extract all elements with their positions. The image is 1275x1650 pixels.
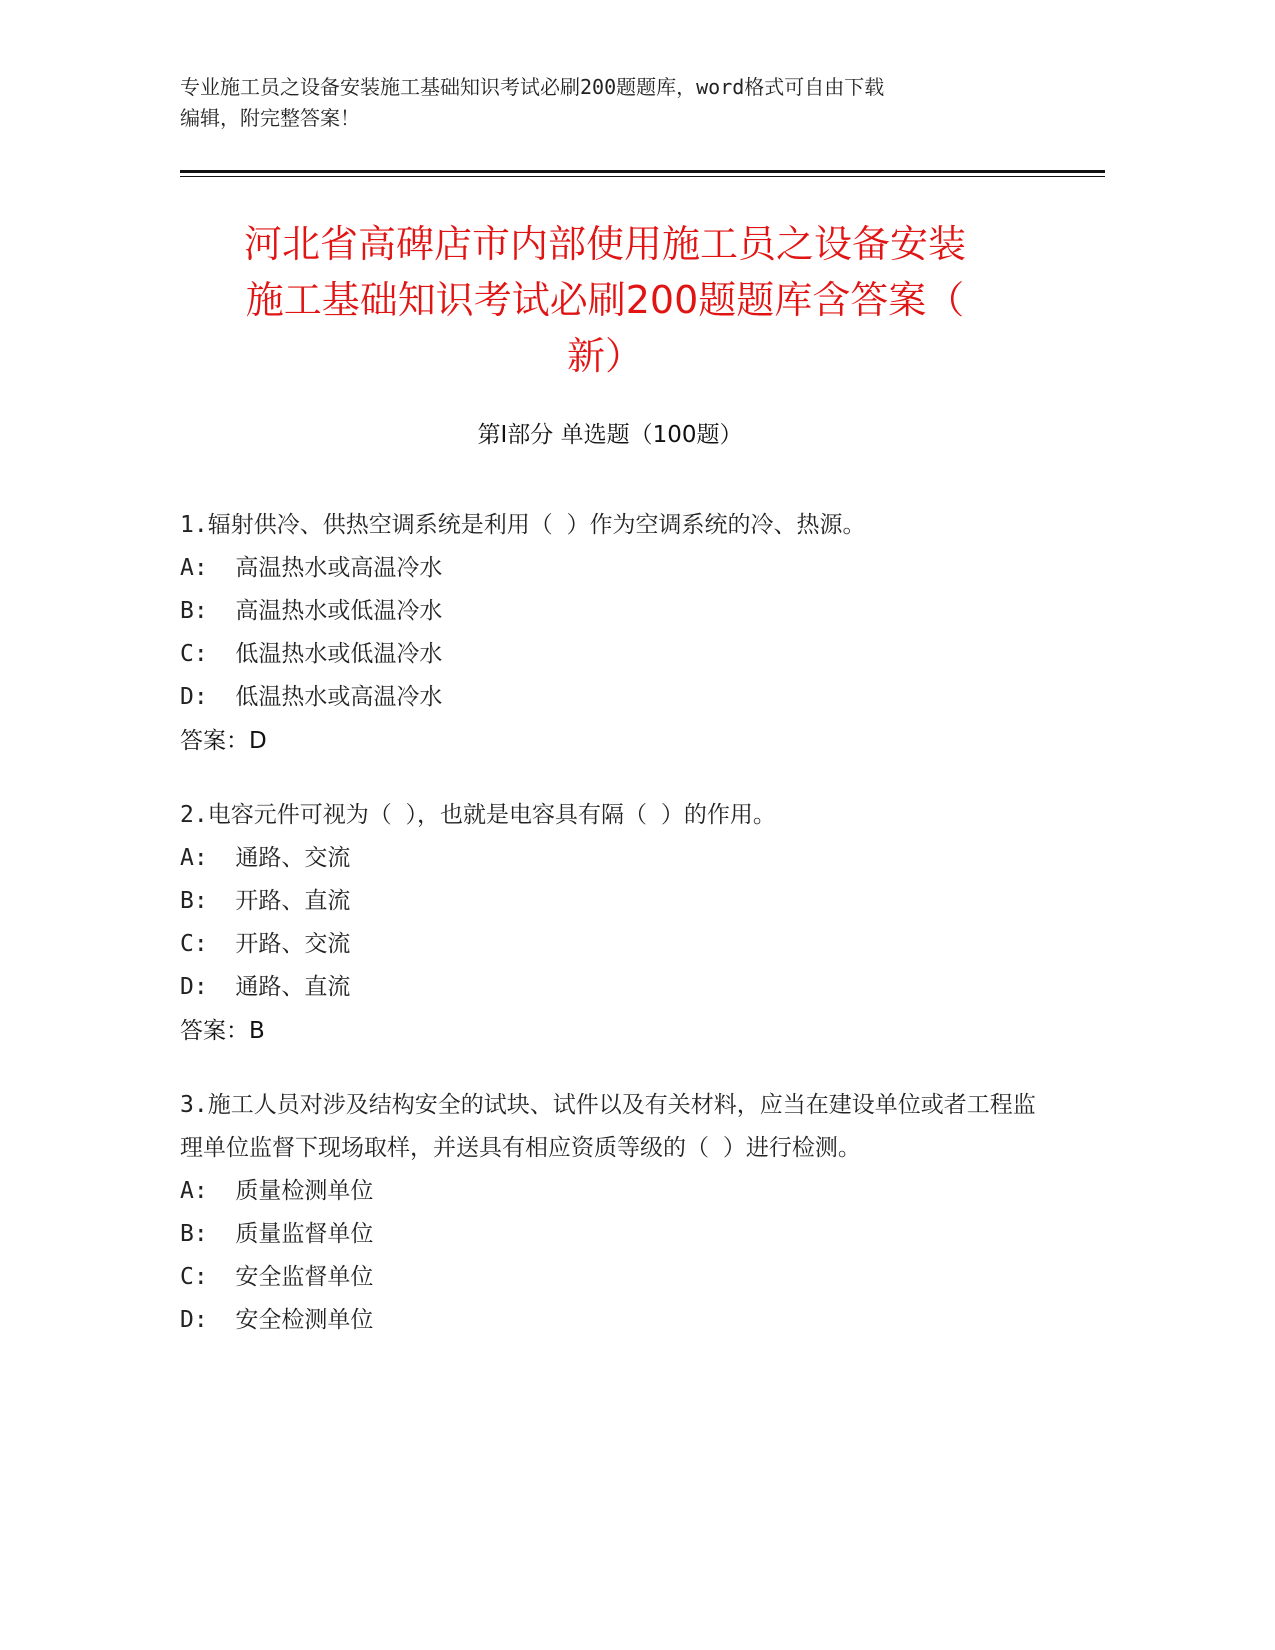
header-line-2: 编辑，附完整答案！ xyxy=(180,106,360,130)
question-item xyxy=(180,794,1040,1053)
question-item xyxy=(180,1084,1040,1342)
answer-text: 答案：D xyxy=(180,728,267,754)
title-line-2: 施工基础知识考试必刷200题题库含答案（ xyxy=(245,278,965,322)
question-text: 3.施工人员对涉及结构安全的试块、试件以及有关材料，应当在建设单位或者工程监理单位监督下现场取样，并送具有相应资质等级的（ ）进行检测。 xyxy=(180,1092,1036,1161)
title-line-1: 河北省高碑店市内部使用施工员之设备安装 xyxy=(243,222,966,266)
title-line-3: 新） xyxy=(566,334,643,378)
option-a: A: 高温热水或高温冷水 xyxy=(180,555,443,581)
option-b: B: 高温热水或低温冷水 xyxy=(180,598,443,624)
document-title xyxy=(175,216,1035,384)
option-d: D: 安全检测单位 xyxy=(180,1307,374,1333)
header-divider-thick xyxy=(180,170,1105,173)
option-b: B: 开路、直流 xyxy=(180,888,351,914)
question-list xyxy=(180,504,1040,1373)
question-item xyxy=(180,504,1040,763)
section-heading: 第Ⅰ部分 单选题（100题） xyxy=(477,422,743,448)
option-c: C: 开路、交流 xyxy=(180,931,351,957)
option-a: A: 通路、交流 xyxy=(180,845,351,871)
option-d: D: 通路、直流 xyxy=(180,974,351,1000)
question-text: 1.辐射供冷、供热空调系统是利用（ ）作为空调系统的冷、热源。 xyxy=(180,512,866,538)
option-a: A: 质量检测单位 xyxy=(180,1178,374,1204)
question-text: 2.电容元件可视为（ ），也就是电容具有隔（ ）的作用。 xyxy=(180,802,776,828)
option-c: C: 低温热水或低温冷水 xyxy=(180,641,443,667)
header-divider-thin xyxy=(180,176,1105,177)
option-d: D: 低温热水或高温冷水 xyxy=(180,684,443,710)
answer-text: 答案：B xyxy=(180,1018,265,1044)
option-b: B: 质量监督单位 xyxy=(180,1221,374,1247)
option-c: C: 安全监督单位 xyxy=(180,1264,374,1290)
header-line-1: 专业施工员之设备安装施工基础知识考试必刷200题题库，word格式可自由下载 xyxy=(180,75,885,99)
document-header xyxy=(180,72,1040,134)
